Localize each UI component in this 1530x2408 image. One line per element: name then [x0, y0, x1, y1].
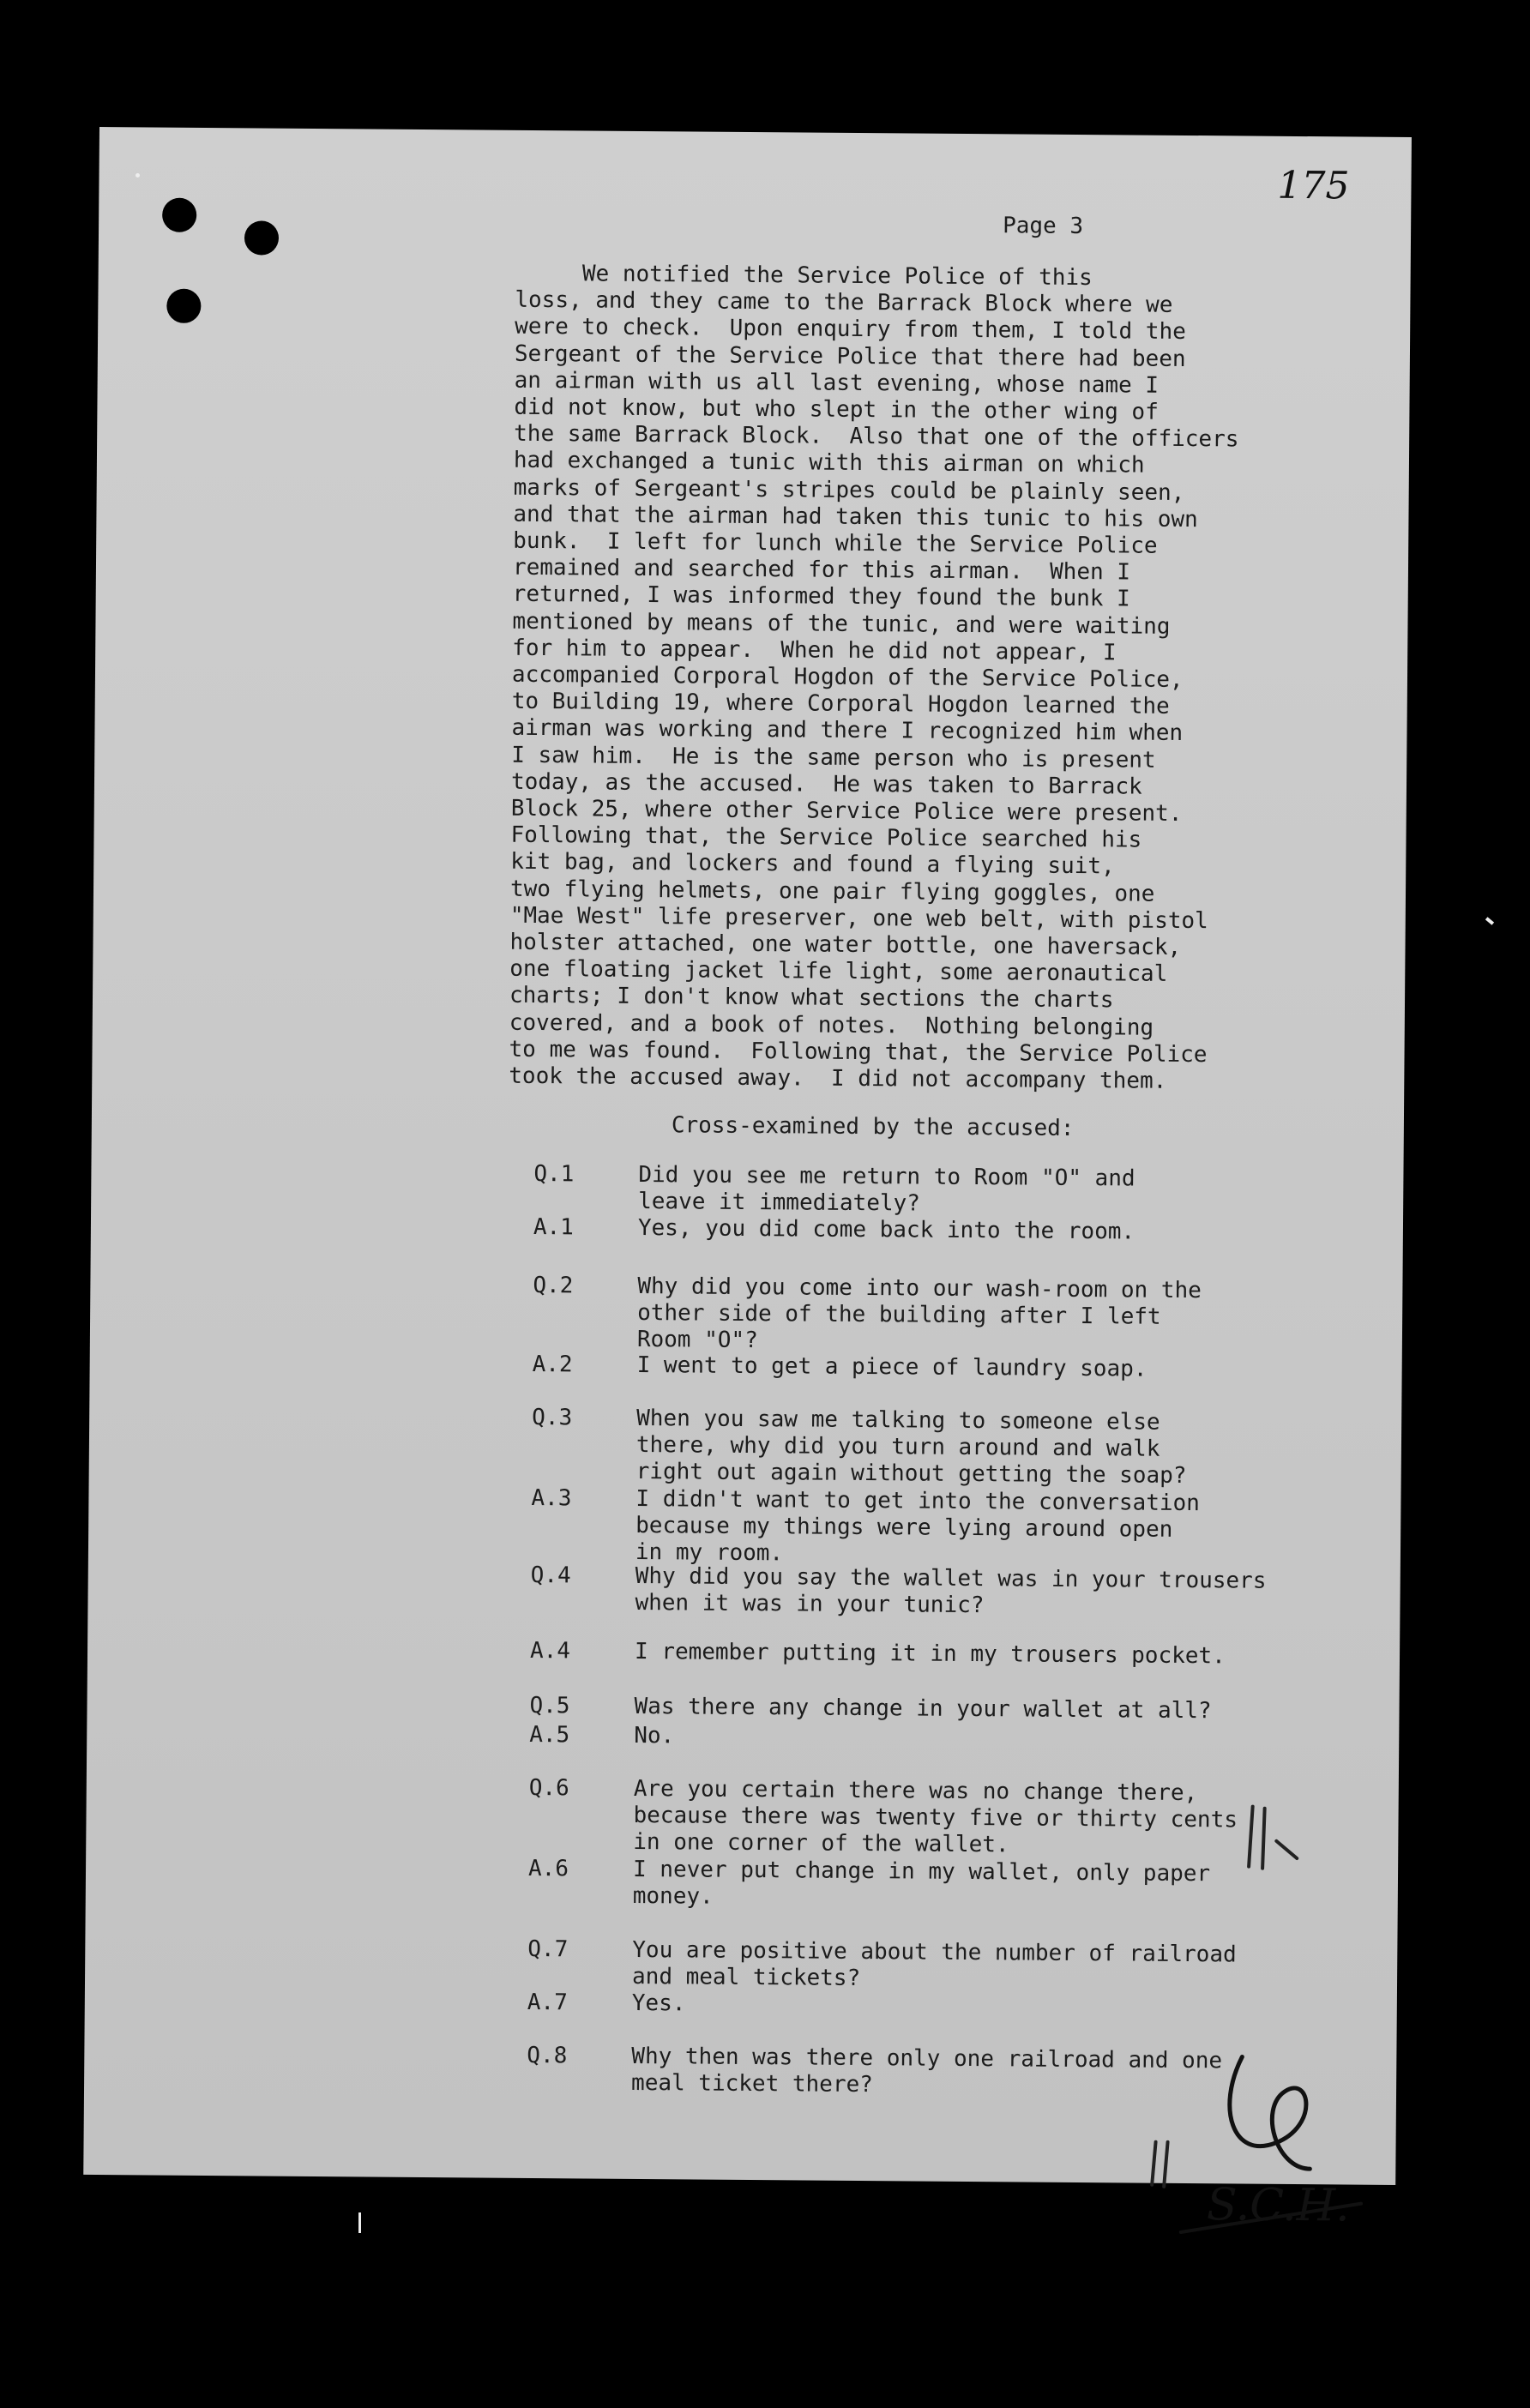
qa-text: Why did you say the wallet was in your trousers when it was in your tunic? [635, 1562, 1267, 1619]
handwritten-signature [1147, 2039, 1406, 2247]
qa-label: A.4 [529, 1637, 571, 1665]
qa-text: I didn't want to get into the conversation because my things were lying around open in my room. [635, 1485, 1201, 1567]
qa-label: Q.8 [527, 2042, 568, 2069]
qa-text: No. [634, 1722, 675, 1749]
paragraph-line: and that the airman had taken this tunic to his own [513, 501, 1198, 533]
qa-label: Q.3 [532, 1405, 573, 1431]
qa-label: A.5 [529, 1721, 570, 1749]
paragraph-line: two flying helmets, one pair flying goggles, one [509, 876, 1155, 907]
paragraph-line: mentioned by means of the tunic, and were waiting [512, 608, 1171, 640]
paragraph-line: bunk. I left for lunch while the Service Police [513, 527, 1158, 559]
statement-paragraph [509, 261, 1304, 1096]
qa-label: Q.7 [527, 1935, 569, 1963]
qa-text: Did you see me return to Room "O" and leave it immediately? [638, 1161, 1135, 1217]
punch-hole [162, 198, 196, 232]
qa-label: Q.1 [533, 1161, 575, 1188]
qa-text: Why then was there only one railroad and one meal ticket there? [630, 2043, 1223, 2098]
qa-label: A.2 [532, 1351, 573, 1378]
qa-label: A.6 [527, 1855, 569, 1882]
punch-hole [166, 289, 201, 323]
scan-speck [358, 2212, 361, 2233]
scan-speck [136, 173, 140, 178]
paragraph-line: one floating jacket life light, some aeronautical [509, 956, 1168, 988]
question-row [533, 1273, 1305, 1354]
qa-label: Q.5 [529, 1692, 570, 1719]
paragraph-line: Block 25, where other Service Police were present. [510, 795, 1183, 828]
qa-label: Q.6 [528, 1774, 569, 1802]
paragraph-line: took the accused away. I did not accompany them. [509, 1063, 1167, 1094]
signature-initials: S.C.H. [1206, 2179, 1350, 2232]
paragraph-line: to Building 19, where Corporal Hogdon learned the [511, 689, 1170, 720]
question-row [533, 1161, 1306, 1217]
paragraph-line: "Mae West" life preserver, one web belt, with pistol [509, 902, 1208, 935]
answer-row [529, 1637, 1302, 1670]
qa-label: A.7 [527, 1989, 568, 2016]
paragraph-line: loss, and they came to the Barrack Block where we [515, 287, 1173, 319]
paragraph-line: I saw him. He is the same person who is present [511, 742, 1156, 774]
qa-text: You are positive about the number of railroad and meal tickets? [631, 1936, 1237, 1992]
paragraph-line: covered, and a book of notes. Nothing belonging [509, 1009, 1154, 1041]
paragraph-line: marks of Sergeant's stripes could be plainly seen, [513, 474, 1185, 506]
paragraph-line: were to check. Upon enquiry from them, I told the [515, 314, 1186, 346]
paragraph-line: accompanied Corporal Hogdon of the Service Police, [511, 661, 1184, 693]
qa-text: I never put change in my wallet, only paper money. [632, 1856, 1211, 1910]
page-number: Page 3 [1003, 213, 1084, 240]
paragraph-line: Sergeant of the Service Police that there had been [514, 340, 1186, 372]
question-row [532, 1405, 1304, 1490]
paragraph-line: the same Barrack Block. Also that one of the officers [514, 421, 1239, 453]
qa-text: Why did you come into our wash-room on the other side of the building after I left Room "O"? [636, 1273, 1202, 1354]
paragraph-line: airman was working and there I recognized him when [511, 715, 1184, 747]
qa-text: When you saw me talking to someone else there, why did you turn around and walk right out again without getting the soap? [635, 1405, 1187, 1490]
paragraph-line: holster attached, one water bottle, one haversack, [509, 929, 1182, 961]
paragraph-line: for him to appear. When he did not appear, I [512, 635, 1117, 666]
paragraph-line: returned, I was informed they found the bunk I [512, 581, 1130, 612]
question-row [527, 1935, 1299, 1992]
paragraph-line: Following that, the Service Police searched his [510, 822, 1142, 853]
page-stamp-number: 175 [1277, 163, 1350, 208]
punch-hole [244, 220, 279, 255]
margin-tick-mark [1242, 1790, 1311, 1885]
qa-label: A.3 [531, 1485, 572, 1512]
qa-text: Yes, you did come back into the room. [637, 1214, 1135, 1245]
document-page [83, 127, 1412, 2232]
paragraph-line: had exchanged a tunic with this airman on which [513, 448, 1145, 479]
paragraph-line: today, as the accused. He was taken to Barrack [510, 768, 1142, 800]
question-row [528, 1774, 1301, 1858]
cross-examination-heading: Cross-examined by the accused: [671, 1112, 1075, 1141]
paragraph-line: charts; I don't know what sections the charts [509, 983, 1114, 1014]
qa-text: Yes. [631, 1990, 686, 2017]
paragraph-line: did not know, but who slept in the other wing of [514, 394, 1159, 425]
question-row [529, 1692, 1302, 1725]
paragraph-line: remained and searched for this airman. When I [512, 555, 1131, 586]
qa-label: Q.2 [533, 1273, 574, 1299]
paragraph-line: an airman with us all last evening, whose name I [514, 367, 1160, 399]
qa-text: I went to get a piece of laundry soap. [636, 1351, 1148, 1382]
paragraph-line: We notified the Service Police of this [515, 260, 1093, 292]
qa-label: Q.4 [530, 1562, 571, 1589]
paragraph-line: to me was found. Following that, the Service Police [509, 1036, 1208, 1069]
qa-text: Was there any change in your wallet at all? [634, 1693, 1212, 1725]
qa-text: I remember putting it in my trousers pocket. [634, 1638, 1226, 1670]
qa-label: A.1 [533, 1214, 575, 1241]
scan-speck [1485, 917, 1494, 924]
qa-text: Are you certain there was no change there, because there was twenty five or thirty cents in one corner of the wallet. [633, 1775, 1238, 1858]
paragraph-line: kit bag, and lockers and found a flying suit, [510, 849, 1115, 880]
